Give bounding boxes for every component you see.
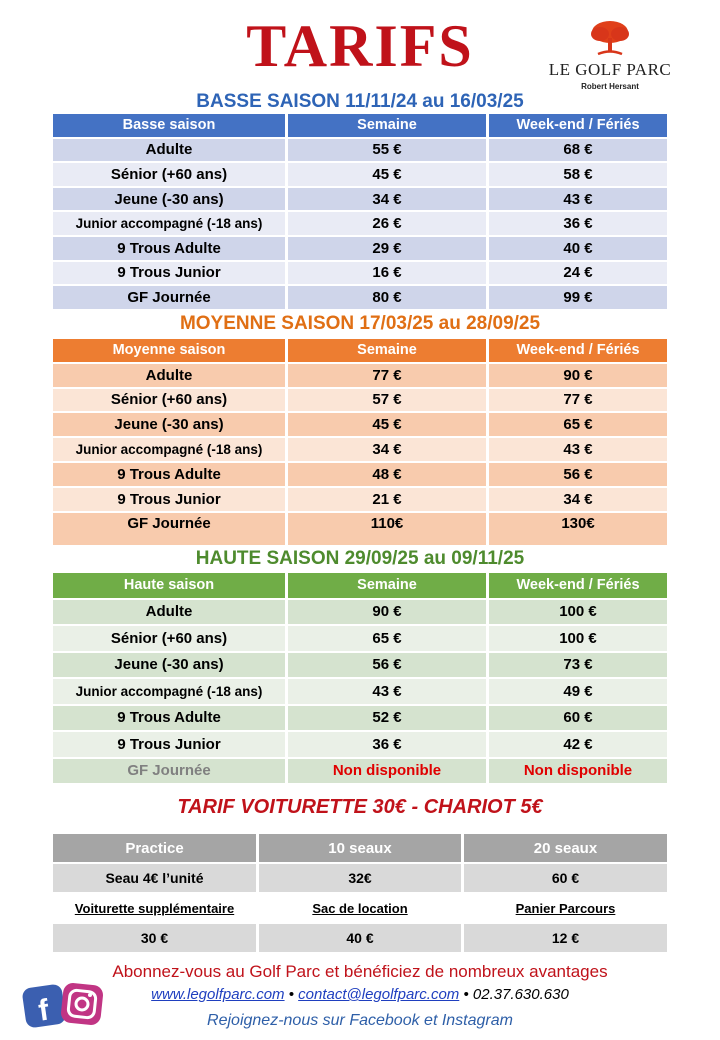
row-label: Junior accompagné (-18 ans) xyxy=(53,679,285,704)
price-weekend: 73 € xyxy=(489,653,667,678)
price-semaine: 34 € xyxy=(288,438,486,461)
logo-name: LE GOLF PARC xyxy=(548,60,672,79)
practice-cell: Voiturette supplémentaire xyxy=(53,894,256,922)
column-header: Week-end / Fériés xyxy=(489,114,667,137)
practice-cell: 30 € xyxy=(53,924,256,952)
price-semaine: 56 € xyxy=(288,653,486,678)
phone-number: 02.37.630.630 xyxy=(472,986,569,1003)
price-weekend: 77 € xyxy=(489,389,667,412)
price-semaine: 65 € xyxy=(288,626,486,651)
moyenne-saison-title: MOYENNE SAISON 17/03/25 au 28/09/25 xyxy=(179,313,541,334)
price-weekend: 36 € xyxy=(489,212,667,235)
price-semaine: 36 € xyxy=(288,732,486,757)
price-semaine: 80 € xyxy=(288,286,486,309)
website-link[interactable]: www.legolfparc.com xyxy=(151,986,285,1003)
table-row xyxy=(53,732,667,757)
contact-line xyxy=(0,986,720,1003)
price-semaine: 34 € xyxy=(288,188,486,211)
price-weekend: 43 € xyxy=(489,188,667,211)
price-weekend: 99 € xyxy=(489,286,667,309)
price-semaine: 26 € xyxy=(288,212,486,235)
price-weekend: 68 € xyxy=(489,139,667,162)
table-row xyxy=(53,237,667,260)
column-header: Week-end / Fériés xyxy=(489,573,667,598)
price-weekend: 60 € xyxy=(489,706,667,731)
table-row xyxy=(53,139,667,162)
table-row xyxy=(53,924,667,952)
column-header: 10 seaux xyxy=(259,834,461,862)
practice-cell: 40 € xyxy=(259,924,461,952)
row-label: 9 Trous Junior xyxy=(53,732,285,757)
column-header: Semaine xyxy=(288,339,486,362)
table-row xyxy=(53,262,667,285)
price-semaine: 77 € xyxy=(288,364,486,387)
row-label: 9 Trous Adulte xyxy=(53,706,285,731)
table-row xyxy=(53,286,667,309)
table-row xyxy=(53,679,667,704)
table-row xyxy=(53,706,667,731)
price-semaine: 90 € xyxy=(288,600,486,625)
row-label: GF Journée xyxy=(53,286,285,309)
promo-text: Abonnez-vous au Golf Parc et bénéficiez de nombreux avantages xyxy=(112,962,608,981)
price-weekend: 42 € xyxy=(489,732,667,757)
tree-logo-icon xyxy=(588,18,632,56)
row-label: 9 Trous Junior xyxy=(53,262,285,285)
row-label: 9 Trous Adulte xyxy=(53,237,285,260)
table-row xyxy=(53,894,667,922)
price-weekend: 65 € xyxy=(489,413,667,436)
table-row xyxy=(53,488,667,511)
row-label: Sénior (+60 ans) xyxy=(53,389,285,412)
price-weekend: 49 € xyxy=(489,679,667,704)
price-weekend: 130€ xyxy=(489,513,667,545)
practice-cell: 12 € xyxy=(464,924,667,952)
row-label: Junior accompagné (-18 ans) xyxy=(53,438,285,461)
price-weekend: Non disponible xyxy=(489,759,667,784)
price-weekend: 56 € xyxy=(489,463,667,486)
price-weekend: 40 € xyxy=(489,237,667,260)
table-row xyxy=(53,212,667,235)
row-label: GF Journée xyxy=(53,513,285,545)
column-header: Practice xyxy=(53,834,256,862)
row-label: Sénior (+60 ans) xyxy=(53,163,285,186)
practice-cell: 60 € xyxy=(464,864,667,892)
row-label: Jeune (-30 ans) xyxy=(53,413,285,436)
price-semaine: Non disponible xyxy=(288,759,486,784)
svg-text:f: f xyxy=(36,993,51,1028)
logo-subtitle: Robert Hersant xyxy=(581,82,639,91)
price-semaine: 45 € xyxy=(288,163,486,186)
email-link[interactable]: contact@legolfparc.com xyxy=(298,986,460,1003)
table-row xyxy=(53,438,667,461)
practice-cell: Seau 4€ l’unité xyxy=(53,864,256,892)
separator: • xyxy=(459,986,473,1003)
price-semaine: 16 € xyxy=(288,262,486,285)
row-label: Jeune (-30 ans) xyxy=(53,188,285,211)
row-label: Junior accompagné (-18 ans) xyxy=(53,212,285,235)
price-semaine: 57 € xyxy=(288,389,486,412)
table-row xyxy=(53,364,667,387)
voiturette-tarif: TARIF VOITURETTE 30€ - CHARIOT 5€ xyxy=(177,796,543,818)
table-row xyxy=(53,513,667,545)
table-row xyxy=(53,389,667,412)
table-row xyxy=(53,626,667,651)
row-label: Sénior (+60 ans) xyxy=(53,626,285,651)
basse-saison-title: BASSE SAISON 11/11/24 au 16/03/25 xyxy=(196,91,524,112)
page-title: TARIFS xyxy=(246,13,474,79)
row-label: 9 Trous Adulte xyxy=(53,463,285,486)
row-label: 9 Trous Junior xyxy=(53,488,285,511)
practice-cell: Panier Parcours xyxy=(464,894,667,922)
basse-saison-table xyxy=(50,112,670,311)
price-semaine: 110€ xyxy=(288,513,486,545)
price-semaine: 45 € xyxy=(288,413,486,436)
price-semaine: 29 € xyxy=(288,237,486,260)
price-semaine: 52 € xyxy=(288,706,486,731)
row-label: Adulte xyxy=(53,600,285,625)
social-text: Rejoignez-nous sur Facebook et Instagram xyxy=(207,1012,513,1029)
row-label: Jeune (-30 ans) xyxy=(53,653,285,678)
table-row xyxy=(53,463,667,486)
table-row xyxy=(53,759,667,784)
separator: • xyxy=(284,986,299,1003)
practice-cell: 32€ xyxy=(259,864,461,892)
price-weekend: 34 € xyxy=(489,488,667,511)
table-row xyxy=(53,413,667,436)
price-weekend: 100 € xyxy=(489,600,667,625)
row-label: GF Journée xyxy=(53,759,285,784)
column-header: Week-end / Fériés xyxy=(489,339,667,362)
price-semaine: 55 € xyxy=(288,139,486,162)
table-row xyxy=(53,653,667,678)
price-weekend: 100 € xyxy=(489,626,667,651)
price-semaine: 43 € xyxy=(288,679,486,704)
table-row xyxy=(53,600,667,625)
row-label: Adulte xyxy=(53,139,285,162)
column-header: Semaine xyxy=(288,573,486,598)
table-row xyxy=(53,188,667,211)
column-header: Basse saison xyxy=(53,114,285,137)
price-weekend: 43 € xyxy=(489,438,667,461)
practice-cell: Sac de location xyxy=(259,894,461,922)
column-header: Haute saison xyxy=(53,573,285,598)
row-label: Adulte xyxy=(53,364,285,387)
moyenne-saison-table xyxy=(50,337,670,547)
price-semaine: 21 € xyxy=(288,488,486,511)
table-row xyxy=(53,864,667,892)
column-header: Semaine xyxy=(288,114,486,137)
price-weekend: 24 € xyxy=(489,262,667,285)
practice-table xyxy=(50,832,670,954)
golf-parc-logo xyxy=(540,18,680,91)
column-header: Moyenne saison xyxy=(53,339,285,362)
price-weekend: 90 € xyxy=(489,364,667,387)
price-weekend: 58 € xyxy=(489,163,667,186)
haute-saison-table xyxy=(50,571,670,785)
price-semaine: 48 € xyxy=(288,463,486,486)
haute-saison-title: HAUTE SAISON 29/09/25 au 09/11/25 xyxy=(195,548,525,569)
table-row xyxy=(53,163,667,186)
column-header: 20 seaux xyxy=(464,834,667,862)
